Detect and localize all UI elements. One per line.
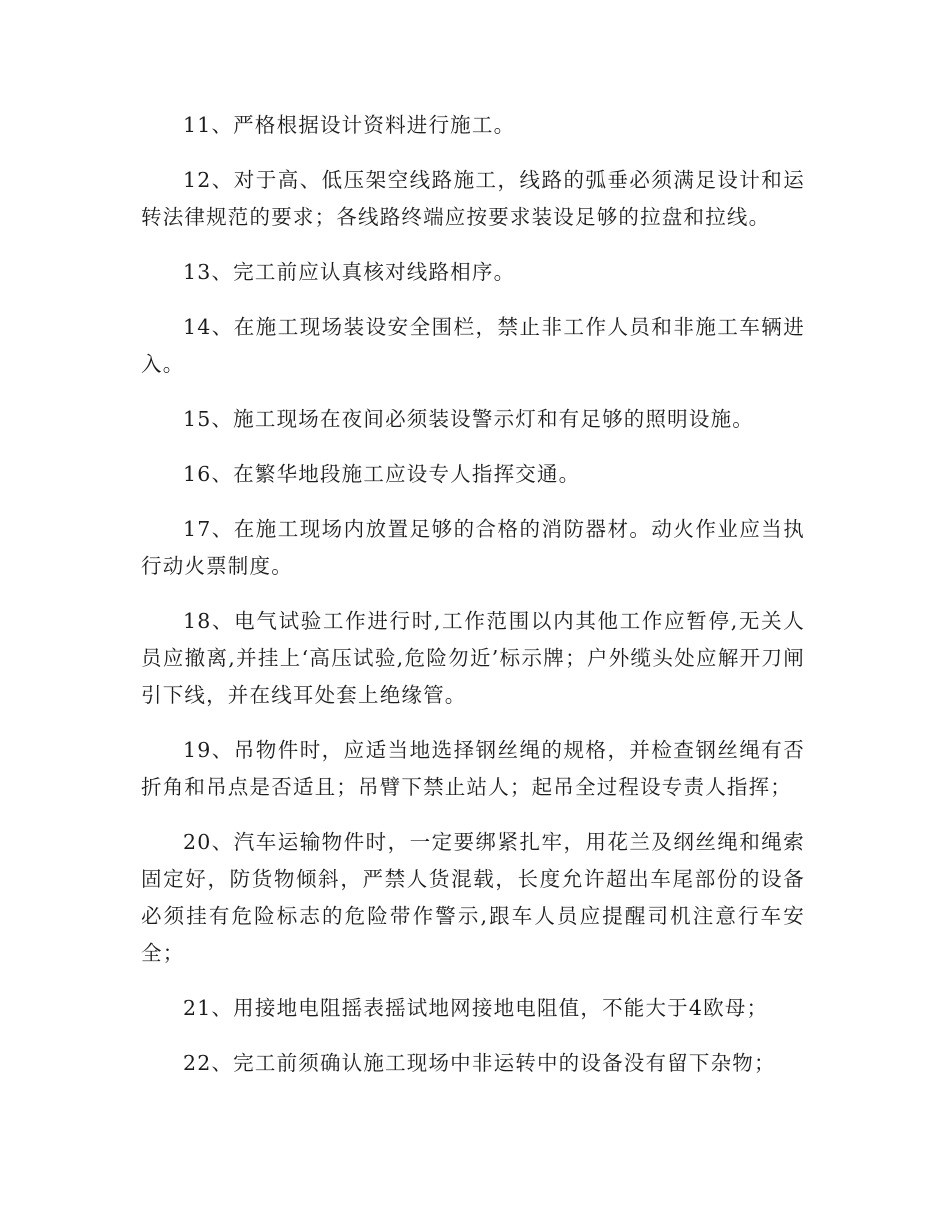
document-page [141,107,805,1100]
paragraph-12: 12、对于高、低压架空线路施工，线路的弧垂必须满足设计和运转法律规范的要求；各线路终端应按要求装设足够的拉盘和拉线。 [141,168,805,229]
paragraph-15: 15、施工现场在夜间必须装设警示灯和有足够的照明设施。 [183,407,754,431]
paragraph-17: 17、在施工现场内放置足够的合格的消防器材。动火作业应当执行动火票制度。 [141,517,805,578]
paragraph-20: 20、汽车运输物件时，一定要绑紧扎牢，用花兰及纲丝绳和绳索固定好，防货物倾斜，严禁人货混载，长度允许超出车尾部份的设备必须挂有危险标志的危险带作警示,跟车人员应提醒司机注意行车安全； [141,830,805,965]
paragraph-18: 18、电气试验工作进行时,工作范围以内其他工作应暂停,无关人员应撤离,并挂上‘高压试验,危险勿近’标示牌；户外缆头处应解开刀闸引下线，并在线耳处套上绝缘管。 [141,609,805,707]
paragraph-19: 19、吊物件时，应适当地选择钢丝绳的规格，并检查钢丝绳有否折角和吊点是否适且；吊臂下禁止站人；起吊全过程设专责人指挥； [141,738,805,799]
paragraph-11: 11、严格根据设计资料进行施工。 [183,113,516,137]
paragraph-21: 21、用接地电阻摇表摇试地网接地电阻值，不能大于4欧母； [183,996,769,1020]
paragraph-14: 14、在施工现场装设安全围栏，禁止非工作人员和非施工车辆进入。 [141,315,805,376]
paragraph-16: 16、在繁华地段施工应设专人指挥交通。 [183,462,581,486]
paragraph-22: 22、完工前须确认施工现场中非运转中的设备没有留下杂物； [183,1051,776,1075]
paragraph-13: 13、完工前应认真核对线路相序。 [183,260,516,284]
